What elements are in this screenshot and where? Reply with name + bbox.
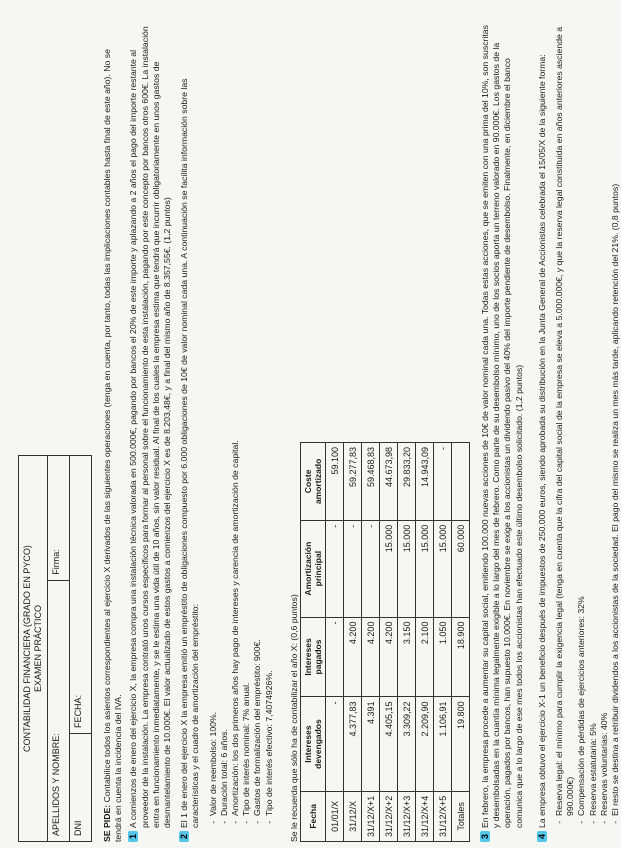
table-cell: 15.000 [416, 520, 434, 617]
table-cell: Totales [452, 791, 470, 841]
table-cell: 31/12/X [344, 791, 362, 841]
table-cell: 3.150 [398, 617, 416, 697]
table-row [434, 443, 452, 842]
instructions-prefix: SE PIDE: [102, 804, 112, 842]
table-cell: 18.900 [452, 617, 470, 697]
list-item: - Reserva estatutaria: 5% [588, 22, 599, 816]
amortization-table [300, 442, 470, 842]
table-cell: 1.106,91 [434, 697, 452, 791]
table-cell: 31/12/X+4 [416, 791, 434, 841]
column-header: Amortización principal [301, 520, 326, 617]
table-totals-row [452, 443, 470, 842]
table-cell: 29.833,20 [398, 443, 416, 521]
table-cell: 4.377,83 [344, 697, 362, 791]
list-item: - Duración total: 6 años. [219, 22, 230, 816]
question-2-text: El 1 de enero del ejercicio X la empresa emitió un empréstito de obligaciones compuesto por 6.000 obligaciones de 10€ de valor nominal cada una. A continuación se facilita información sobre las características y el cuadro de amortización del empréstito: [179, 78, 201, 828]
accounting-note: Se le recuerda que sólo ha de contabilizar el año X: (0,6 puntos) [288, 594, 299, 842]
table-row [344, 443, 362, 842]
column-header: Coste amortizado [301, 443, 326, 521]
table-cell: 1.050 [434, 617, 452, 697]
table-cell: 31/12/X+2 [380, 791, 398, 841]
table-cell: 4.200 [362, 617, 380, 697]
table-cell: 19.800 [452, 697, 470, 791]
list-item: - Reservas voluntarias: 40% [599, 22, 610, 816]
table-cell: 31/12/X+5 [434, 791, 452, 841]
question-2 [179, 22, 201, 842]
table-cell: 15.000 [434, 520, 452, 617]
column-header: Fecha [301, 791, 326, 841]
exam-type: EXAMEN PRÁCTICO [33, 605, 43, 693]
question-4 [537, 22, 548, 842]
table-cell: 15.000 [380, 520, 398, 617]
table-cell: 14.943,09 [416, 443, 434, 521]
signature-label: Firma: [51, 549, 61, 575]
table-cell: - [326, 697, 344, 791]
dni-label: DNI [73, 820, 83, 836]
table-cell: 4.200 [344, 617, 362, 697]
table-cell: 31/12/X+3 [398, 791, 416, 841]
question-number-badge: 3 [480, 831, 490, 842]
list-item: - Amortización: los dos primeros años hay pago de intereses y carencia de amortización de capital. [230, 22, 241, 816]
table-row [398, 443, 416, 842]
list-item: - Tipo de interés nominal: 7% anual. [241, 22, 252, 816]
table-cell: - [434, 443, 452, 521]
question-3 [480, 22, 525, 842]
exam-header [18, 455, 92, 842]
list-item: - Valor de reembolso: 100%. [208, 22, 219, 816]
list-item: - Tipo de interés efectivo: 7,4074926%. [264, 22, 275, 816]
table-cell [452, 443, 470, 521]
question-number-badge: 1 [128, 831, 138, 842]
column-header: Intereses pagados [301, 617, 326, 697]
question-number-badge: 2 [179, 831, 189, 842]
date-field[interactable] [70, 456, 91, 734]
list-item: - Compensación de pérdidas de ejercicios anteriores: 32% [576, 22, 587, 816]
instructions [102, 22, 124, 842]
question-number-badge: 4 [537, 831, 547, 842]
table-cell: 4.405,15 [380, 697, 398, 791]
list-item: - Gastos de formalización del empréstito: 900€. [252, 22, 263, 816]
table-row [380, 443, 398, 842]
left-page [18, 22, 298, 842]
table-cell: - [326, 617, 344, 697]
table-row [362, 443, 380, 842]
table-cell: - [326, 520, 344, 617]
list-item: - Reserva legal: el mínimo para cumplir la exigencia legal (tenga en cuenta que la cifra del capital social de la empresa se eleva a 5.000.000€, y que la reserva legal constituida en años anteriores asciende a 990.000€) [554, 22, 576, 816]
table-cell: 60.000 [452, 520, 470, 617]
course-title [19, 456, 47, 841]
table-cell: 4.200 [380, 617, 398, 697]
table-cell: 31/12/X+1 [362, 791, 380, 841]
instructions-text: Contabilice todos los asientos correspondientes al ejercicio X derivados de las siguientes operaciones (tenga en cuenta, por tanto, todas las implicaciones contables hasta final de este año). No se tendrá en cuenta la incidencia del IVA. [102, 49, 124, 842]
table-cell: 2.209,90 [416, 697, 434, 791]
table-cell: - [344, 520, 362, 617]
table-row [326, 443, 344, 842]
table-header-row [301, 443, 326, 842]
date-label: FECHA: [73, 694, 83, 728]
table-cell: 15.000 [398, 520, 416, 617]
table-cell: 59.100 [326, 443, 344, 521]
loan-features-list [208, 22, 275, 842]
table-row [416, 443, 434, 842]
distribution-list [554, 22, 621, 842]
question-3-text: En febrero, la empresa procede a aumentar su capital social, emitiendo 100.000 nuevas acciones de 10€ de valor nominal cada una. Todas estas acciones, que se emiten con una prima del 10%, son suscritas y desembolsadas en la cuantía mínima legalmente exigible a lo largo del mes de febrero. Como parte de su desembolso mínimo, uno de los socios aporta un terreno valorado en 90.000€. Los gastos de la operación, pagados por bancos, han supuesto 10.000€. En noviembre se exige a los accionistas un dividendo pasivo del 40% del importe pendiente de desembolso. Finalmente, en diciembre el banco comunica que a lo largo de ese mes todos los accionistas han efectuado este último desembolso solicitado. (1,2 puntos) [480, 25, 524, 828]
table-cell: - [362, 520, 380, 617]
name-field[interactable] [48, 581, 69, 841]
course-name: CONTABILIDAD FINANCIERA (GRADO EN PYCO) [22, 545, 32, 752]
column-header: Intereses devengados [301, 697, 326, 791]
dni-field[interactable] [70, 734, 91, 841]
question-1 [128, 22, 173, 842]
question-1-text: A comienzos de enero del ejercicio X, la empresa compra una instalación técnica valorada en 500.000€, pagando por bancos el 20% de este importe y aplazando a 2 años el pago del importe restante al proveedor de la instalación. La empresa contrató unos cursos específicos para formar al personal sobre el funcionamiento de esta instalación, pagando por este concepto por bancos otros 600€. La instalación entra en funcionamiento inmediatamente, y se le estima una vida útil de 10 años, sin valor residual. Al final de los cuales la empresa estima que tendrá que incurrir obligatoriamente en unos gastos de desmantelamiento de 10.000€. El valor actualizado de estos gastos a comienzos del ejercicio X es de 8.203,48€, y a final del mismo año de 8.357,55€. (1,2 puntos) [128, 26, 173, 828]
list-item: - El resto se destina a retribuir dividendos a los accionistas de la sociedad. El pago del mismo se realiza un mes más tarde, aplicando retención del 21%. (0,8 puntos) [610, 22, 621, 816]
table-cell: 3.309,22 [398, 697, 416, 791]
signature-field[interactable] [48, 456, 69, 581]
table-cell: 2.100 [416, 617, 434, 697]
table-cell: 01/01/X [326, 791, 344, 841]
table-cell: 4.391 [362, 697, 380, 791]
table-cell: 59.468,83 [362, 443, 380, 521]
table-cell: 59.277,83 [344, 443, 362, 521]
question-4-text: La empresa obtuvo el ejercicio X-1 un beneficio después de impuestos de 250.000 euros, siendo aprobada su distribución en la Junta General de Accionistas celebrada el 15/05/X de la siguiente forma: [536, 54, 547, 828]
name-label: APELLIDOS Y NOMBRE: [51, 733, 61, 836]
right-page [300, 22, 621, 842]
table-cell: 44.673,98 [380, 443, 398, 521]
